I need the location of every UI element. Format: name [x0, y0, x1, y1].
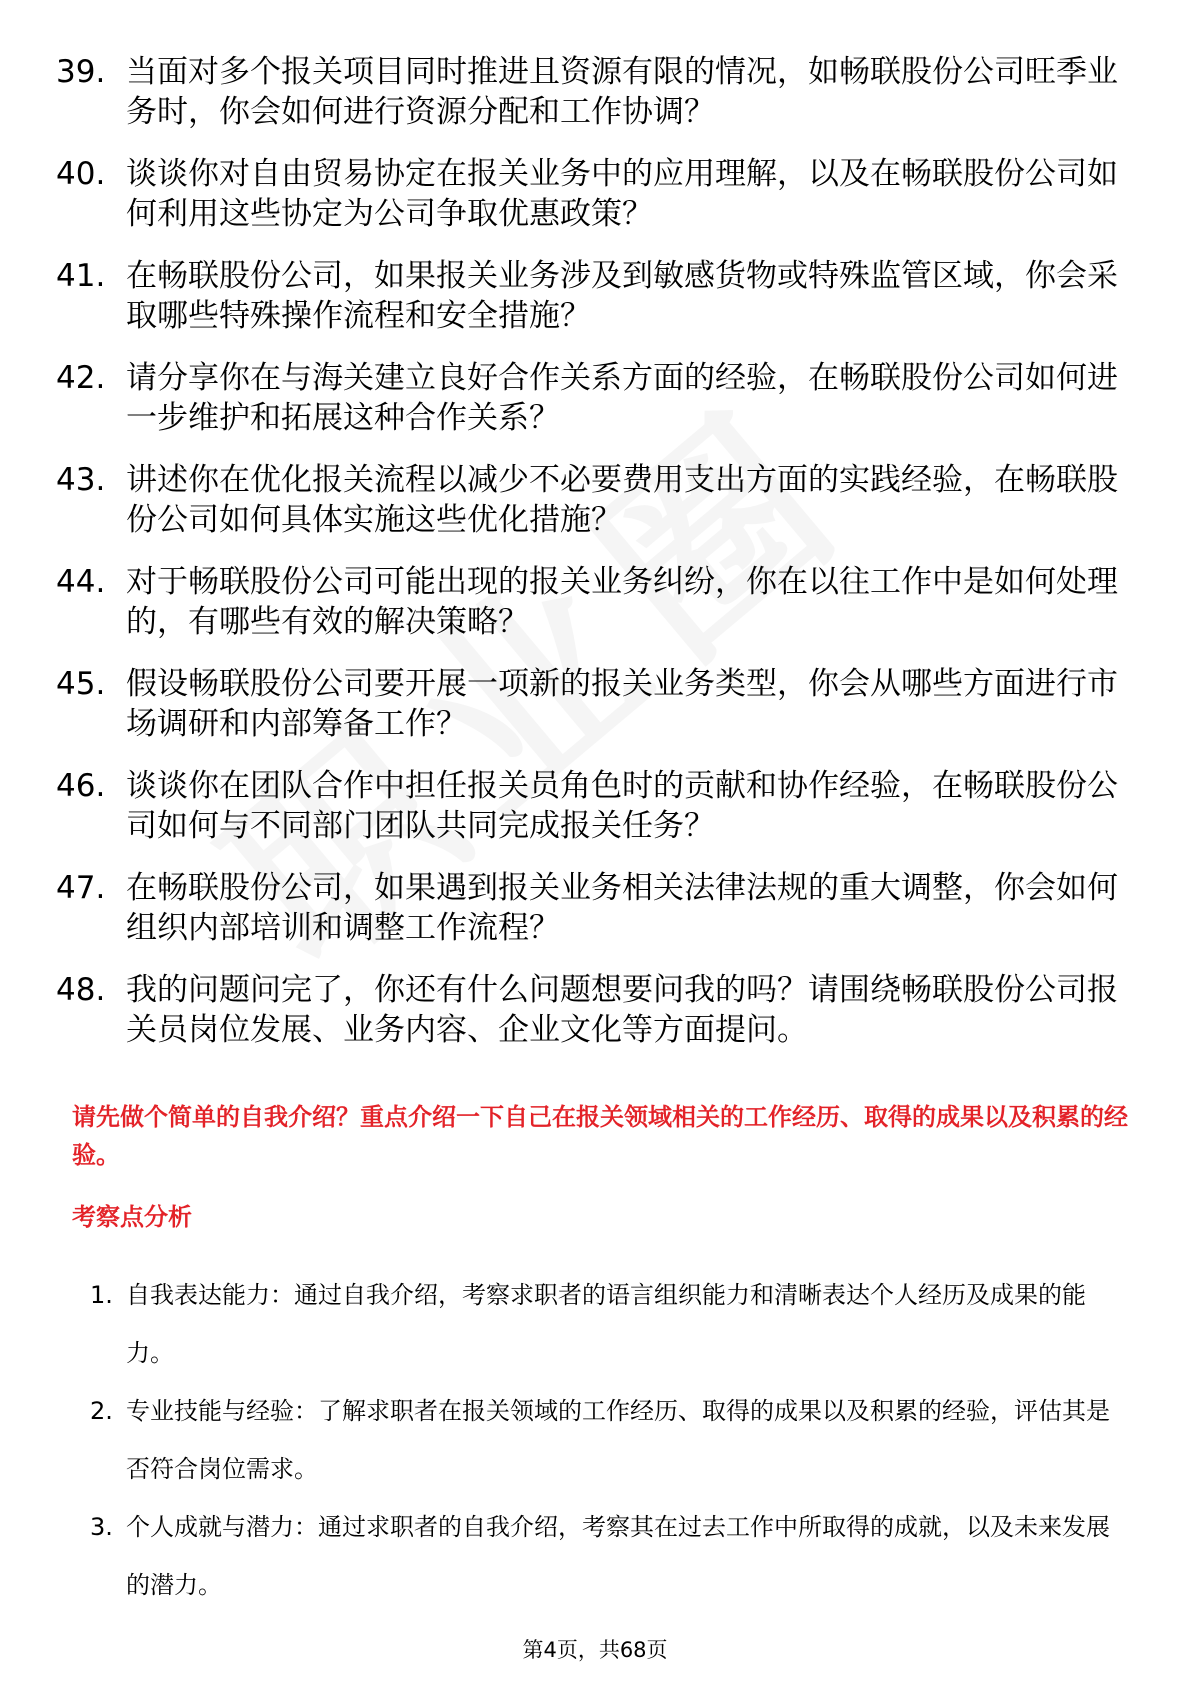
question-item — [56, 256, 1136, 336]
question-text: 我的问题问完了，你还有什么问题想要问我的吗？请围绕畅联股份公司报关员岗位发展、业务内容、企业文化等方面提问。 — [126, 972, 1118, 1048]
analysis-point — [90, 1382, 1120, 1498]
analysis-point — [90, 1498, 1120, 1614]
question-text: 谈谈你在团队合作中担任报关员角色时的贡献和协作经验，在畅联股份公司如何与不同部门团队共同完成报关任务？ — [126, 768, 1118, 844]
question-number: 39. — [56, 54, 106, 90]
question-item — [56, 562, 1136, 642]
analysis-point — [90, 1266, 1120, 1382]
question-text: 讲述你在优化报关流程以减少不必要费用支出方面的实践经验，在畅联股份公司如何具体实施这些优化措施？ — [126, 462, 1118, 538]
question-list — [56, 52, 1136, 1072]
question-number: 47. — [56, 870, 106, 906]
question-item — [56, 52, 1136, 132]
point-number: 3. — [90, 1513, 113, 1541]
question-item — [56, 868, 1136, 948]
question-item — [56, 766, 1136, 846]
question-text: 在畅联股份公司，如果报关业务涉及到敏感货物或特殊监管区域，你会采取哪些特殊操作流程和安全措施？ — [126, 258, 1118, 334]
question-item — [56, 358, 1136, 438]
analysis-point-list — [90, 1266, 1120, 1614]
question-text: 请分享你在与海关建立良好合作关系方面的经验，在畅联股份公司如何进一步维护和拓展这种合作关系？ — [126, 360, 1118, 436]
question-item — [56, 460, 1136, 540]
page-footer: 第4页，共68页 — [522, 1638, 668, 1662]
question-item — [56, 154, 1136, 234]
analysis-heading: 考察点分析 — [72, 1203, 192, 1231]
point-number: 1. — [90, 1281, 113, 1309]
question-item — [56, 664, 1136, 744]
point-text: 个人成就与潜力：通过求职者的自我介绍，考察其在过去工作中所取得的成就，以及未来发展的潜力。 — [126, 1513, 1110, 1599]
point-text: 自我表达能力：通过自我介绍，考察求职者的语言组织能力和清晰表达个人经历及成果的能力。 — [126, 1281, 1086, 1367]
highlight-question: 请先做个简单的自我介绍？重点介绍一下自己在报关领域相关的工作经历、取得的成果以及积累的经验。 — [72, 1103, 1128, 1169]
question-text: 对于畅联股份公司可能出现的报关业务纠纷，你在以往工作中是如何处理的，有哪些有效的解决策略？ — [126, 564, 1118, 640]
question-text: 假设畅联股份公司要开展一项新的报关业务类型，你会从哪些方面进行市场调研和内部筹备工作？ — [126, 666, 1118, 742]
question-item — [56, 970, 1136, 1050]
question-text: 谈谈你对自由贸易协定在报关业务中的应用理解，以及在畅联股份公司如何利用这些协定为公司争取优惠政策？ — [126, 156, 1118, 232]
question-text: 在畅联股份公司，如果遇到报关业务相关法律法规的重大调整，你会如何组织内部培训和调整工作流程？ — [126, 870, 1118, 946]
question-number: 43. — [56, 462, 106, 498]
question-number: 40. — [56, 156, 106, 192]
question-number: 41. — [56, 258, 106, 294]
question-number: 45. — [56, 666, 106, 702]
point-number: 2. — [90, 1397, 113, 1425]
question-number: 46. — [56, 768, 106, 804]
question-number: 42. — [56, 360, 106, 396]
point-text: 专业技能与经验：了解求职者在报关领域的工作经历、取得的成果以及积累的经验，评估其是否符合岗位需求。 — [126, 1397, 1110, 1483]
question-number: 44. — [56, 564, 106, 600]
question-text: 当面对多个报关项目同时推进且资源有限的情况，如畅联股份公司旺季业务时，你会如何进行资源分配和工作协调？ — [126, 54, 1118, 130]
question-number: 48. — [56, 972, 106, 1008]
